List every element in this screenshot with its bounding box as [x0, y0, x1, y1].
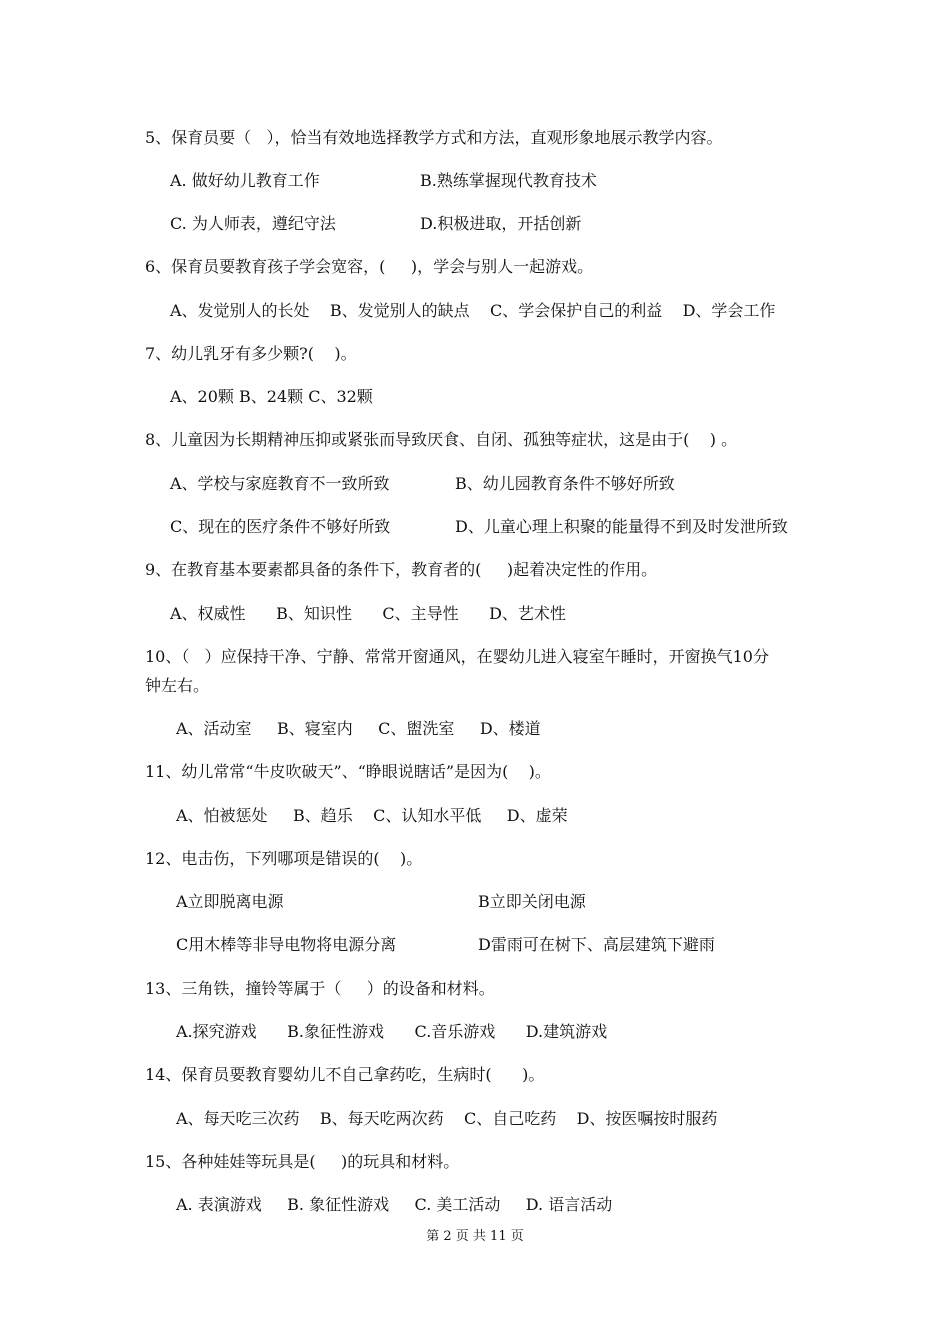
question-12-stem: 12、电击伤，下列哪项是错误的( )。: [145, 849, 423, 868]
question-9-options: A、权威性 B、知识性 C、主导性 D、艺术性: [170, 604, 566, 623]
question-6-options: A、发觉别人的长处 B、发觉别人的缺点 C、学会保护自己的利益 D、学会工作: [170, 301, 776, 320]
question-12-option-a: A立即脱离电源: [176, 892, 284, 911]
question-10-stem-line1: 10、（ ）应保持干净、宁静、常常开窗通风，在婴幼儿进入寝室午睡时，开窗换气10分: [145, 647, 769, 666]
question-6-stem: 6、保育员要教育孩子学会宽容，( )，学会与别人一起游戏。: [145, 257, 594, 276]
question-15-options: A. 表演游戏 B. 象征性游戏 C. 美工活动 D. 语言活动: [176, 1195, 613, 1214]
question-5-option-c: C. 为人师表，遵纪守法: [170, 214, 336, 233]
page-footer: 第 2 页 共 11 页: [426, 1229, 524, 1244]
question-12-option-b: B立即关闭电源: [478, 892, 586, 911]
question-12-option-c: C用木棒等非导电物将电源分离: [176, 935, 397, 954]
question-5-option-b: B.熟练掌握现代教育技术: [420, 171, 597, 190]
question-14-stem: 14、保育员要教育婴幼儿不自己拿药吃，生病时( )。: [145, 1065, 545, 1084]
question-5-option-a: A. 做好幼儿教育工作: [170, 171, 320, 190]
question-13-stem: 13、三角铁，撞铃等属于（ ）的设备和材料。: [145, 979, 495, 998]
question-12-option-d: D雷雨可在树下、高层建筑下避雨: [478, 935, 715, 954]
question-5-option-d: D.积极进取，开括创新: [420, 214, 582, 233]
question-14-options: A、每天吃三次药 B、每天吃两次药 C、自己吃药 D、按医嘱按时服药: [176, 1109, 718, 1128]
question-10-stem-line2: 钟左右。: [145, 676, 210, 695]
question-10-options: A、活动室 B、寝室内 C、盥洗室 D、楼道: [176, 719, 541, 738]
question-8-stem: 8、儿童因为长期精神压抑或紧张而导致厌食、自闭、孤独等症状，这是由于( ) 。: [145, 430, 738, 449]
question-15-stem: 15、各种娃娃等玩具是( )的玩具和材料。: [145, 1152, 460, 1171]
question-5-stem: 5、保育员要（ ），恰当有效地选择教学方式和方法，直观形象地展示教学内容。: [145, 128, 723, 147]
question-9-stem: 9、在教育基本要素都具备的条件下，教育者的( )起着决定性的作用。: [145, 560, 658, 579]
question-11-options: A、怕被惩处 B、趋乐 C、认知水平低 D、虚荣: [176, 806, 568, 825]
question-11-stem: 11、幼儿常常“牛皮吹破天”、“睁眼说瞎话”是因为( )。: [145, 762, 551, 781]
question-8-option-d: D、儿童心理上积聚的能量得不到及时发泄所致: [455, 517, 788, 536]
question-7-options: A、20颗 B、24颗 C、32颗: [170, 387, 373, 406]
question-8-option-b: B、幼儿园教育条件不够好所致: [455, 474, 675, 493]
question-7-stem: 7、幼儿乳牙有多少颗?( )。: [145, 344, 357, 363]
question-13-options: A.探究游戏 B.象征性游戏 C.音乐游戏 D.建筑游戏: [176, 1022, 608, 1041]
question-8-option-c: C、现在的医疗条件不够好所致: [170, 517, 391, 536]
question-8-option-a: A、学校与家庭教育不一致所致: [170, 474, 390, 493]
